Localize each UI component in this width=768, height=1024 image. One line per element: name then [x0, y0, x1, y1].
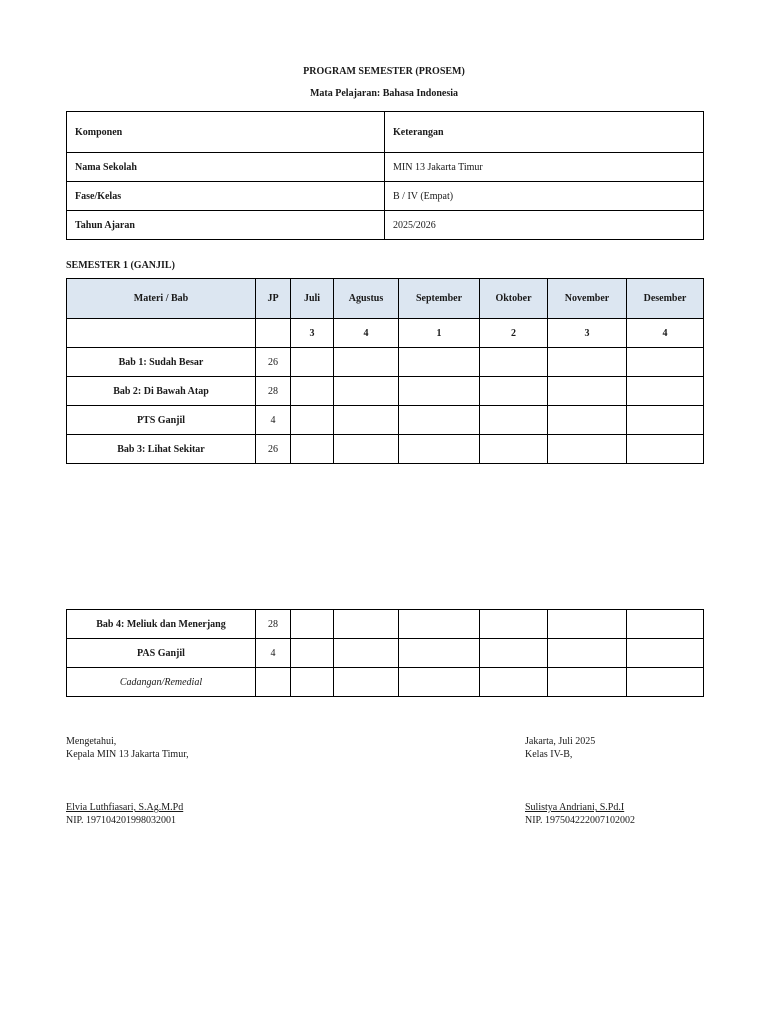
info-value: 2025/2026 — [385, 211, 704, 240]
schedule-cell — [399, 435, 480, 464]
jp-cell: 26 — [256, 348, 291, 377]
materi-cell: Cadangan/Remedial — [67, 668, 256, 697]
table-row — [67, 182, 704, 211]
schedule-cell — [548, 348, 627, 377]
table-row — [67, 377, 704, 406]
materi-cell: Bab 4: Meliuk dan Menerjang — [67, 610, 256, 639]
schedule-cell — [627, 435, 704, 464]
signature-right-line1: Jakarta, Juli 2025 — [525, 736, 596, 747]
schedule-cell — [548, 639, 627, 668]
table-row — [67, 435, 704, 464]
week-cell — [256, 319, 291, 348]
week-cell: 3 — [291, 319, 334, 348]
jp-cell: 26 — [256, 435, 291, 464]
materi-cell: Bab 1: Sudah Besar — [67, 348, 256, 377]
schedule-cell — [334, 435, 399, 464]
week-number-row — [67, 319, 704, 348]
col-header-desember: Desember — [627, 279, 704, 319]
signature-right-name: Sulistya Andriani, S.Pd.I — [525, 802, 625, 813]
signature-left-line1: Mengetahui, — [66, 736, 117, 747]
schedule-cell — [480, 610, 548, 639]
week-cell: 3 — [548, 319, 627, 348]
signature-right-nip: NIP. 197504222007102002 — [525, 815, 636, 826]
schedule-cell — [399, 610, 480, 639]
signature-left-name: Elvia Luthfiasari, S.Ag.M.Pd — [66, 802, 184, 813]
schedule-cell — [627, 406, 704, 435]
signature-right — [525, 735, 635, 827]
schedule-cell — [291, 610, 334, 639]
schedule-cell — [627, 377, 704, 406]
jp-cell: 28 — [256, 610, 291, 639]
schedule-cell — [334, 377, 399, 406]
jp-cell — [256, 668, 291, 697]
schedule-cell — [548, 406, 627, 435]
info-label: Nama Sekolah — [67, 153, 385, 182]
semester-header-row — [67, 279, 704, 319]
semester-title: SEMESTER 1 (GANJIL) — [66, 260, 175, 271]
week-cell: 4 — [627, 319, 704, 348]
schedule-cell — [548, 610, 627, 639]
info-value: B / IV (Empat) — [385, 182, 704, 211]
materi-cell: PAS Ganjil — [67, 639, 256, 668]
schedule-cell — [480, 377, 548, 406]
materi-cell: Bab 3: Lihat Sekitar — [67, 435, 256, 464]
week-cell: 2 — [480, 319, 548, 348]
schedule-cell — [399, 406, 480, 435]
col-header-november: November — [548, 279, 627, 319]
signature-left-line2: Kepala MIN 13 Jakarta Timur, — [66, 749, 189, 760]
table-row — [67, 406, 704, 435]
info-header-komponen: Komponen — [67, 112, 385, 153]
schedule-cell — [334, 639, 399, 668]
week-cell: 1 — [399, 319, 480, 348]
schedule-cell — [334, 668, 399, 697]
schedule-cell — [291, 639, 334, 668]
materi-cell: PTS Ganjil — [67, 406, 256, 435]
table-row — [67, 211, 704, 240]
week-cell: 4 — [334, 319, 399, 348]
semester-table — [66, 278, 704, 464]
signature-right-line2: Kelas IV-B, — [525, 749, 573, 760]
schedule-cell — [548, 377, 627, 406]
col-header-juli: Juli — [291, 279, 334, 319]
signature-left — [66, 735, 189, 827]
info-header-keterangan: Keterangan — [385, 112, 704, 153]
schedule-cell — [399, 377, 480, 406]
schedule-cell — [548, 668, 627, 697]
col-header-oktober: Oktober — [480, 279, 548, 319]
schedule-cell — [291, 406, 334, 435]
schedule-cell — [480, 348, 548, 377]
schedule-cell — [548, 435, 627, 464]
schedule-cell — [627, 348, 704, 377]
schedule-cell — [480, 639, 548, 668]
schedule-cell — [291, 668, 334, 697]
schedule-cell — [291, 435, 334, 464]
schedule-cell — [480, 435, 548, 464]
jp-cell: 4 — [256, 406, 291, 435]
schedule-cell — [627, 639, 704, 668]
schedule-cell — [291, 377, 334, 406]
info-header-row — [67, 112, 704, 153]
info-label: Tahun Ajaran — [67, 211, 385, 240]
schedule-cell — [480, 668, 548, 697]
schedule-cell — [334, 406, 399, 435]
table-row — [67, 639, 704, 668]
schedule-cell — [399, 639, 480, 668]
col-header-september: September — [399, 279, 480, 319]
document-subtitle: Mata Pelajaran: Bahasa Indonesia — [309, 88, 459, 99]
schedule-cell — [291, 348, 334, 377]
col-header-agustus: Agustus — [334, 279, 399, 319]
table-row — [67, 153, 704, 182]
col-header-jp: JP — [256, 279, 291, 319]
schedule-cell — [334, 610, 399, 639]
signature-left-nip: NIP. 197104201998032001 — [66, 815, 177, 826]
table-row — [67, 348, 704, 377]
table-row — [67, 668, 704, 697]
document-title: PROGRAM SEMESTER (PROSEM) — [303, 66, 465, 77]
info-table — [66, 111, 704, 240]
materi-cell: Bab 2: Di Bawah Atap — [67, 377, 256, 406]
schedule-cell — [334, 348, 399, 377]
schedule-cell — [627, 610, 704, 639]
schedule-cell — [399, 348, 480, 377]
jp-cell: 28 — [256, 377, 291, 406]
info-label: Fase/Kelas — [67, 182, 385, 211]
week-cell — [67, 319, 256, 348]
col-header-materi: Materi / Bab — [67, 279, 256, 319]
schedule-cell — [399, 668, 480, 697]
schedule-cell — [480, 406, 548, 435]
table-row — [67, 610, 704, 639]
semester-table-continued — [66, 609, 704, 697]
schedule-cell — [627, 668, 704, 697]
jp-cell: 4 — [256, 639, 291, 668]
info-value: MIN 13 Jakarta Timur — [385, 153, 704, 182]
